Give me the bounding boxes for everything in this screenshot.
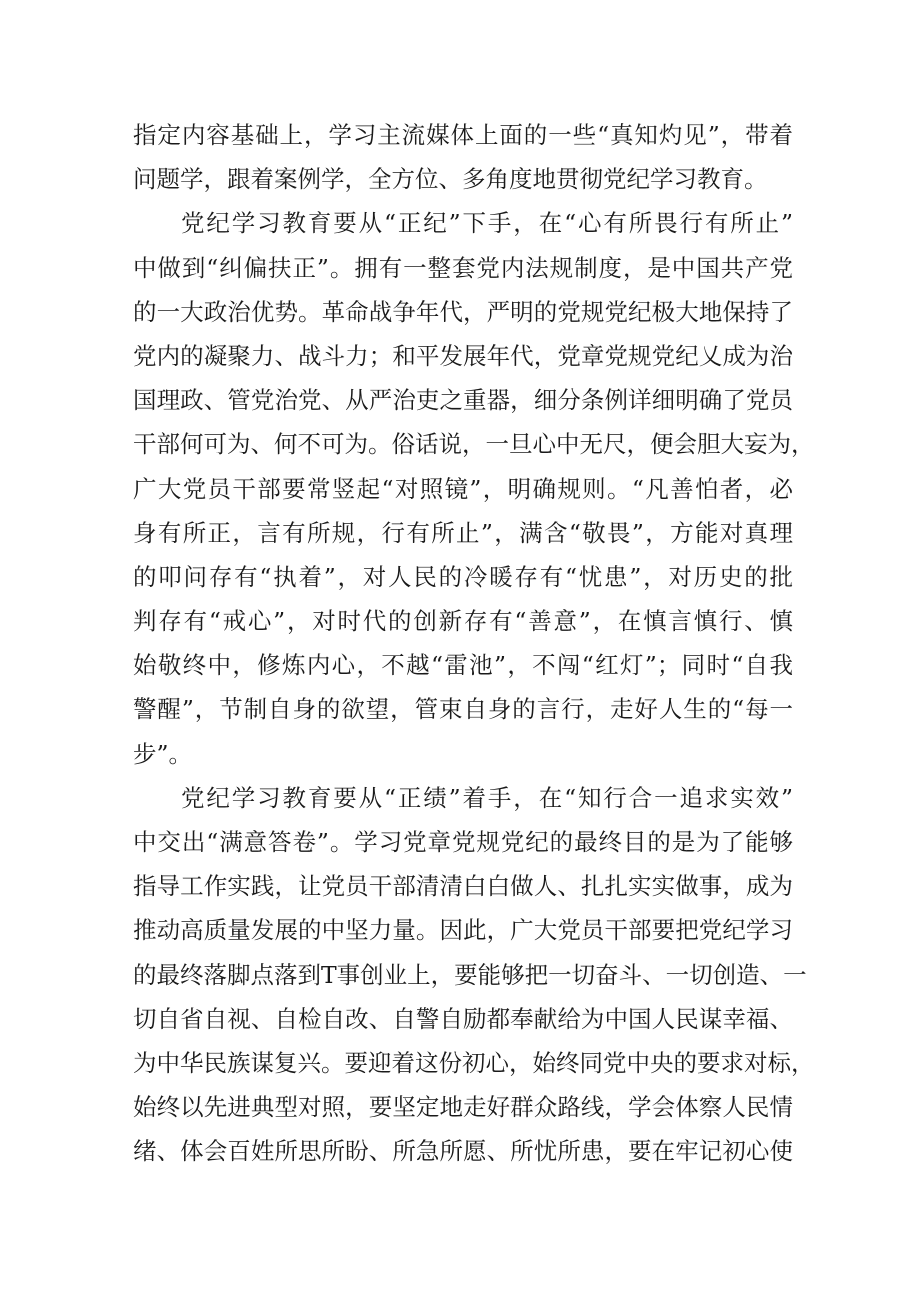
text-line: 问题学，跟着案例学，全方位、多角度地贯彻党纪学习教育。: [133, 165, 768, 194]
text-line: 指定内容基础上，学习主流媒体上面的一些“真知灼见”，带着: [133, 121, 793, 149]
text-line: 切自省自视、自检自改、自警自励都奉献给为中国人民谋幸福、: [133, 1004, 793, 1033]
text-line: 党内的凝聚力、战斗力；和平发展年代，党章党规党纪乂成为治: [133, 341, 793, 370]
text-line: 身有所正，言有所规，行有所止”，满含“敬畏”，方能对真理: [133, 518, 793, 547]
text-line: 绪、体会百姓所思所盼、所急所愿、所忧所患，要在牢记初心使: [133, 1137, 793, 1166]
text-line: 国理政、管党治党、从严治吏之重器，细分条例详细明确了党员: [133, 386, 793, 415]
text-line: 党纪学习教育要从“正纪”下手，在“心有所畏行有所止”: [181, 209, 793, 238]
text-line: 始敬终中，修炼内心，不越“雷池”，不闯“红灯”；同时“自我: [133, 651, 793, 680]
text-line: 警醒”，节制自身的欲望，管束自身的言行，走好人生的“每一: [133, 695, 793, 724]
text-line: 步”。: [133, 739, 193, 768]
text-line: 的最终落脚点落到T事创业上，要能够把一切奋斗、一切创造、一: [133, 960, 807, 989]
text-line: 始终以先进典型对照，要坚定地走好群众路线，学会体察人民情: [133, 1093, 793, 1122]
text-line: 党纪学习教育要从“正绩”着手，在“知行合一追求实效”: [181, 783, 793, 812]
text-line: 干部何可为、何不可为。俗话说，一旦心中无尺，便会胆大妄为，: [133, 430, 815, 459]
text-line: 推动高质量发展的中坚力量。因此，广大党员干部要把党纪学习: [133, 916, 793, 945]
text-line: 广大党员干部要常竖起“对照镜”，明确规则。“凡善怕者，必: [133, 474, 793, 503]
text-line: 中交出“满意答卷”。学习党章党规党纪的最终目的是为了能够: [133, 828, 793, 856]
text-line: 指导工作实践，让党员干部清清白白做人、扎扎实实做事，成为: [133, 872, 793, 901]
text-line: 的一大政治优势。革命战争年代，严明的党规党纪极大地保持了: [133, 297, 793, 326]
text-line: 判存有“戒心”，对时代的创新存有“善意”，在慎言慎行、慎: [133, 607, 793, 636]
text-line: 的叩问存有“执着”，对人民的冷暖存有“忧患”，对历史的批: [133, 562, 793, 591]
document-body: [133, 113, 815, 1174]
text-line: 为中华民族谋复兴。要迎着这份初心，始终同党中央的要求对标，: [133, 1048, 815, 1077]
text-line: 中做到“纠偏扶正”。拥有一整套党内法规制度，是中国共产党: [133, 253, 793, 282]
